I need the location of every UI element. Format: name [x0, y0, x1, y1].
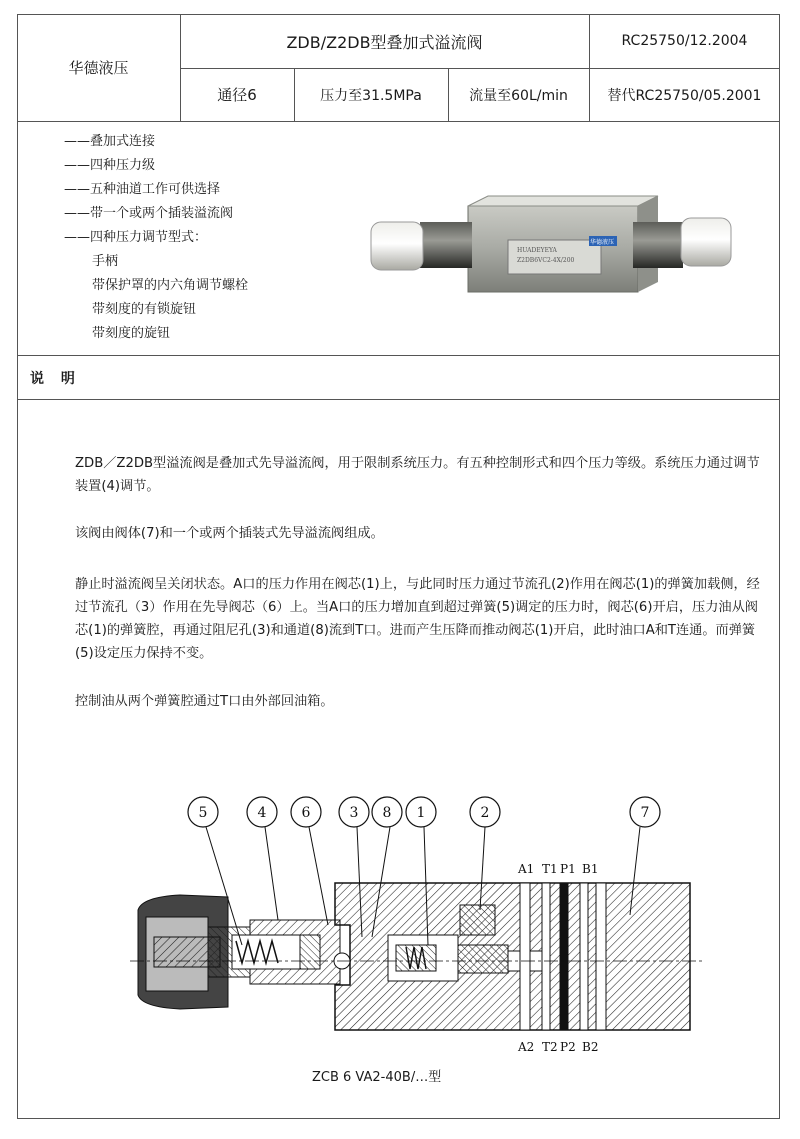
port-label: T2 — [542, 1040, 558, 1054]
description-paragraph: 静止时溢流阀呈关闭状态。A口的压力作用在阀芯(1)上，与此同时压力通过节流孔(2)作用在阀芯(1)的弹簧加载侧，经过节流孔（3）作用在先导阀芯（6）上。当A口的压力增加直到超过弹簧(5)调定的压力时，阀芯(6)开启，压力油从阀芯(1)的弹簧腔，再通过阻尼孔(3)和通道(8)流到T口。进而产生压降而推动阀芯(1)开启，此时油口A和T连通。而弹簧(5)设定压力保持不变。 — [75, 577, 760, 661]
page-title: ZDB/Z2DB型叠加式溢流阀 — [286, 32, 483, 52]
section-divider — [17, 399, 780, 400]
callout-label: 6 — [301, 805, 311, 821]
document-number: RC25750/12.2004 — [621, 33, 748, 49]
description-paragraph: 该阀由阀体(7)和一个或两个插装式先导溢流阀组成。 — [75, 526, 384, 541]
valve-section-diagram — [110, 785, 710, 1065]
description-paragraph: ZDB／Z2DB型溢流阀是叠加式先导溢流阀，用于限制系统压力。有五种控制形式和四个压力等级。系统压力通过调节装置(4)调节。 — [75, 456, 760, 494]
port-label: P2 — [560, 1040, 576, 1054]
port-label: P1 — [560, 862, 576, 876]
replaces-document: 替代RC25750/05.2001 — [607, 87, 762, 104]
feature-item: ——带一个或两个插装溢流阀 — [64, 206, 234, 221]
feature-item: ——五种油道工作可供选择 — [64, 182, 221, 197]
port-label: A1 — [518, 862, 535, 876]
callout-label: 3 — [349, 805, 359, 821]
callout-label: 4 — [257, 805, 267, 821]
nominal-size: 通径6 — [217, 86, 257, 104]
port-label: B1 — [582, 862, 599, 876]
name-plate-line: HUADEYEYA — [517, 247, 557, 254]
callout-label: 1 — [416, 805, 426, 821]
feature-item: ——叠加式连接 — [64, 134, 156, 149]
section-title: 说 明 — [30, 371, 81, 387]
port-label: A2 — [518, 1040, 535, 1054]
diagram-caption: ZCB 6 VA2-40B/…型 — [312, 1070, 442, 1085]
callout-label: 2 — [480, 805, 490, 821]
adjust-type-item: 手柄 — [92, 254, 119, 269]
header-bottom-line — [17, 121, 780, 122]
adjust-type-item: 带保护罩的内六角调节螺栓 — [92, 278, 249, 293]
description-paragraph: 控制油从两个弹簧腔通过T口由外部回油箱。 — [75, 694, 334, 709]
valve-photo — [365, 178, 740, 308]
callout-label: 7 — [640, 805, 650, 821]
pressure-rating: 压力至31.5MPa — [320, 87, 422, 104]
adjust-type-item: 带刻度的有锁旋钮 — [92, 302, 197, 317]
brand-badge: 华德液压 — [590, 239, 615, 246]
feature-list — [64, 130, 248, 346]
company-name: 华德液压 — [68, 59, 129, 77]
callout-label: 8 — [382, 805, 392, 821]
callout-label: 5 — [198, 805, 208, 821]
section-divider — [17, 355, 780, 356]
adjust-type-item: 带刻度的旋钮 — [92, 326, 171, 341]
port-label: T1 — [542, 862, 558, 876]
feature-item: ——四种压力级 — [64, 158, 156, 173]
feature-item: ——四种压力调节型式： — [64, 230, 208, 245]
flow-rating: 流量至60L/min — [469, 87, 568, 104]
name-plate-line: Z2DB6VC2-4X/200 — [517, 257, 575, 264]
port-label: B2 — [582, 1040, 599, 1054]
